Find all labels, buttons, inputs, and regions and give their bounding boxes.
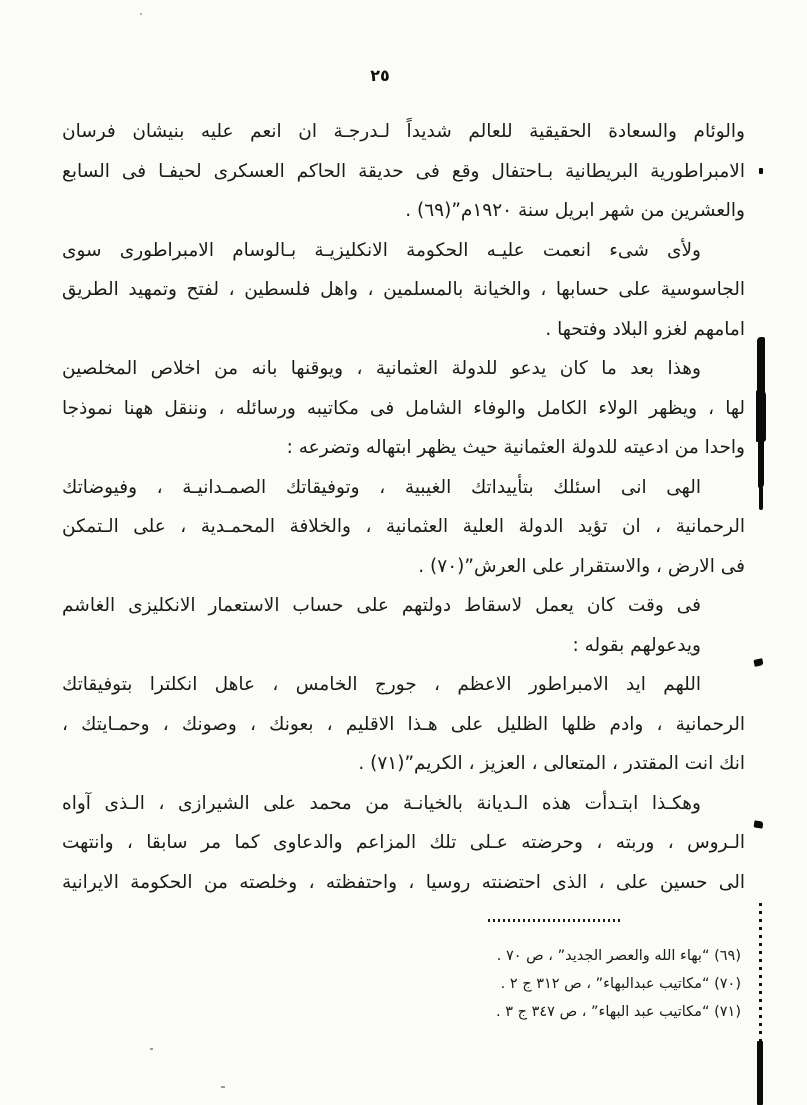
- footnote-70: (٧٠) “مكاتيب عبدالبهاء” ، ص ٣١٢ ج ٢ .: [500, 976, 741, 992]
- body-line: الى حسين على ، الذى احتضنته روسيا ، واحتفظته ، وخلصته من الحكومة الايرانية: [62, 871, 745, 893]
- body-line: لها ، ويظهر الولاء الكامل والوفاء الشامل فى مكاتيبه ورسائله ، وننقل ههنا نموذجا: [62, 397, 745, 419]
- body-text: [62, 112, 745, 902]
- body-line: والوئام والسعادة الحقيقية للعالم شديداً لـدرجـة ان انعم عليه بنيشان فرسان: [62, 121, 745, 142]
- scan-artifact-ink-blob: [758, 440, 764, 488]
- scan-artifact-dust: [140, 13, 142, 15]
- footnotes-block: [66, 942, 741, 1026]
- body-line: الرحمانية ، ان تؤيد الدولة العلية العثمانية ، والخلافة المحمـدية ، على الـتمكن: [62, 516, 745, 537]
- body-line: فى وقت كان يعمل لاسقاط دولتهم على حساب الاستعمار الانكليزى الغاشم: [62, 595, 701, 616]
- body-line: الرحمانية ، وادم ظلها الظليل على هـذا الاقليم ، بعونك ، وصونك ، وحمـايتك ،: [62, 713, 745, 735]
- body-line: ويدعولهم بقوله :: [572, 634, 701, 656]
- body-line: ولأى شىء انعمت عليـه الحكومة الانكليزيـة بـالوسام الامبراطورى سوى: [62, 239, 701, 261]
- scan-artifact-ink-blob: [756, 390, 766, 442]
- body-line: فى الارض ، والاستقرار على العرش”(٧٠) .: [418, 555, 745, 577]
- body-line: انك انت المقتدر ، المتعالى ، العزيز ، الكريم”(٧١) .: [358, 753, 745, 774]
- body-line: وهذا بعد ما كان يدعو للدولة العثمانية ، ويوقنها بانه من اخلاص المخلصين: [62, 358, 701, 379]
- body-line: الـروس ، وربته ، وحرضته عـلى تلك المزاعم والدعاوى كما مر سابقا ، وانتهت: [62, 832, 745, 853]
- footnote-69: (٦٩) “بهاء الله والعصر الجديد” ، ص ٧٠ .: [496, 948, 741, 964]
- scan-artifact-dust: [221, 1086, 225, 1088]
- body-line: اللهم ايد الامبراطور الاعظم ، جورج الخامس ، عاهل انكلترا بتوفيقاتك: [62, 674, 701, 695]
- body-line: الهى انى اسئلك بتأييداتك الغيبية ، وتوفيقاتك الصمـدانيـة ، وفيوضاتك: [62, 476, 701, 498]
- body-line: وهكـذا ابتـدأت هذه الـديانة بالخيانـة من محمد على الشيرازى ، الـذى آواه: [62, 792, 701, 814]
- body-line: والعشرين من شهر ابريل سنة ١٩٢٠م”(٦٩) .: [405, 200, 745, 221]
- footnote-71: (٧١) “مكاتيب عبد البهاء” ، ص ٣٤٧ ج ٣ .: [496, 1004, 741, 1020]
- scan-artifact-ink-blob: [759, 486, 763, 510]
- footnote-separator: [488, 919, 620, 922]
- scan-artifact-dash-line: [759, 903, 762, 1043]
- body-line: واحدا من ادعيته للدولة العثمانية حيث يظهر ابتهاله وتضرعه :: [286, 437, 745, 458]
- page-number: ٢٥: [370, 66, 390, 85]
- body-line: امامهم لغزو البلاد وفتحها .: [545, 318, 745, 340]
- scan-artifact-dust: [150, 1048, 153, 1050]
- scan-artifact-edge-strip: [757, 1041, 763, 1105]
- scan-artifact-ink-blob: [757, 337, 765, 393]
- body-line: الجاسوسية على حسابها ، والخيانة بالمسلمين ، واهل فلسطين ، لفتح وتمهيد الطريق: [62, 279, 745, 300]
- body-line: الامبراطورية البريطانية بـاحتفال وقع فى حديقة الحاكم العسكرى لحيفـا فى السابع: [62, 160, 745, 182]
- scan-artifact-speck: [754, 820, 764, 828]
- scan-artifact-speck: [759, 168, 763, 174]
- scan-artifact-speck: [753, 658, 763, 667]
